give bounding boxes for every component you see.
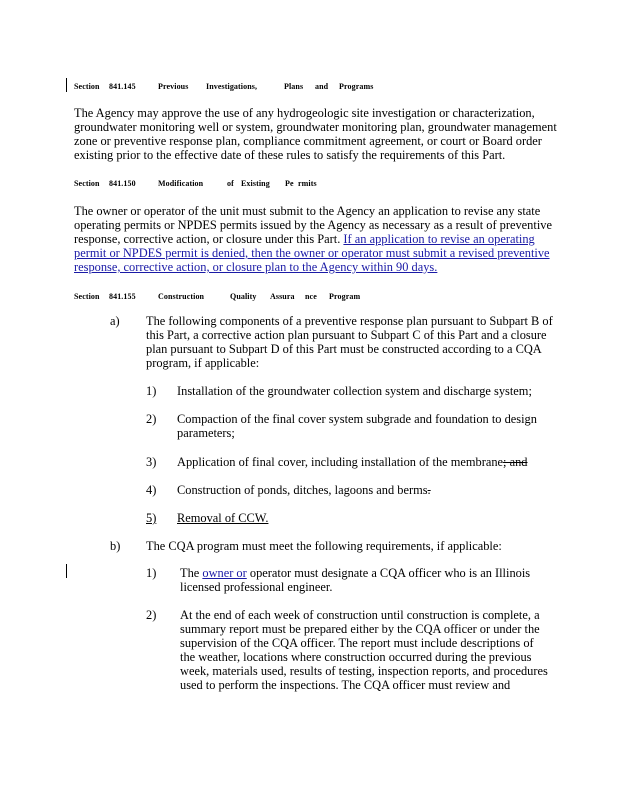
item-a2-num: 2) [146, 412, 157, 426]
item-b1-text: The owner or operator must designate a CQA officer who is an Illinois licensed professional engineer. [180, 566, 531, 594]
item-b1-num: 1) [146, 566, 157, 580]
paragraph-841-145: The Agency may approve the use of any hydrogeologic site investigation or characterization, groundwater monitoring well or system, groundwater monitoring plan, groundwater management zone or preventive response plan, compliance commitment agreement, or court or Board order existing prior to the effective date of these rules to satisfy the requirements of this Part. [74, 106, 557, 162]
section-heading-841-150: Section 841.150 Modification of Existing Pe rmits [74, 179, 317, 188]
inserted-text: response, corrective action, or closure plan to the Agency within 90 days. [74, 260, 438, 274]
item-a4-text: Construction of ponds, ditches, lagoons and berms. [177, 483, 431, 497]
deleted-text: ; and [503, 455, 528, 469]
item-a4-num: 4) [146, 483, 157, 497]
inserted-text: If an application to revise an operating [343, 232, 535, 246]
revision-bar [66, 564, 67, 578]
item-a3-num: 3) [146, 455, 157, 469]
item-a2-text: Compaction of the final cover system subgrade and foundation to design parameters; [177, 412, 537, 440]
inserted-text: owner or [202, 566, 247, 580]
revision-bar [66, 78, 67, 92]
item-a3-text: Application of final cover, including installation of the membrane; and [177, 455, 528, 469]
section-heading-841-145: Section 841.145 Previous Investigations, Plans and Programs [74, 82, 374, 91]
item-b2-text: At the end of each week of construction until construction is complete, a summary report must be prepared either by the CQA officer or under the supervision of the CQA officer. The report must include descriptions of the weather, locations where construction occurred during the previous week, materials used, results of testing, inspection reports, and procedures used to perform the inspections. The CQA officer must review and [180, 608, 548, 692]
item-a5-text: Removal of CCW. [177, 511, 269, 525]
inserted-text: permit or NPDES permit is denied, then the owner or operator must submit a revised preventive [74, 246, 550, 260]
item-a1-text: Installation of the groundwater collection system and discharge system; [177, 384, 532, 398]
paragraph-841-150: The owner or operator of the unit must submit to the Agency an application to revise any state operating permits or NPDES permits issued by the Agency as necessary as a result of preventive response, corrective action, or closure under this Part. If an application to revise an operating permit or NPDES permit is denied, then the owner or operator must submit a revised preventive response, corrective action, or closure plan to the Agency within 90 days. [74, 204, 552, 274]
item-a5-num: 5) [146, 511, 157, 525]
subsection-a-text: The following components of a preventive response plan pursuant to Subpart B of this Part, a corrective action plan pursuant to Subpart C of this Part and a closure plan pursuant to Subpart D of this Part must be constructed according to a CQA program, if applicable: [146, 314, 553, 370]
section-heading-841-155: Section 841.155 Construction Quality Assura nce Program [74, 292, 361, 301]
subsection-a-label: a) [110, 314, 120, 328]
item-b2-num: 2) [146, 608, 157, 622]
subsection-b-label: b) [110, 539, 121, 553]
subsection-b-text: The CQA program must meet the following requirements, if applicable: [146, 539, 502, 553]
deleted-text: . [427, 483, 431, 497]
item-a1-num: 1) [146, 384, 157, 398]
